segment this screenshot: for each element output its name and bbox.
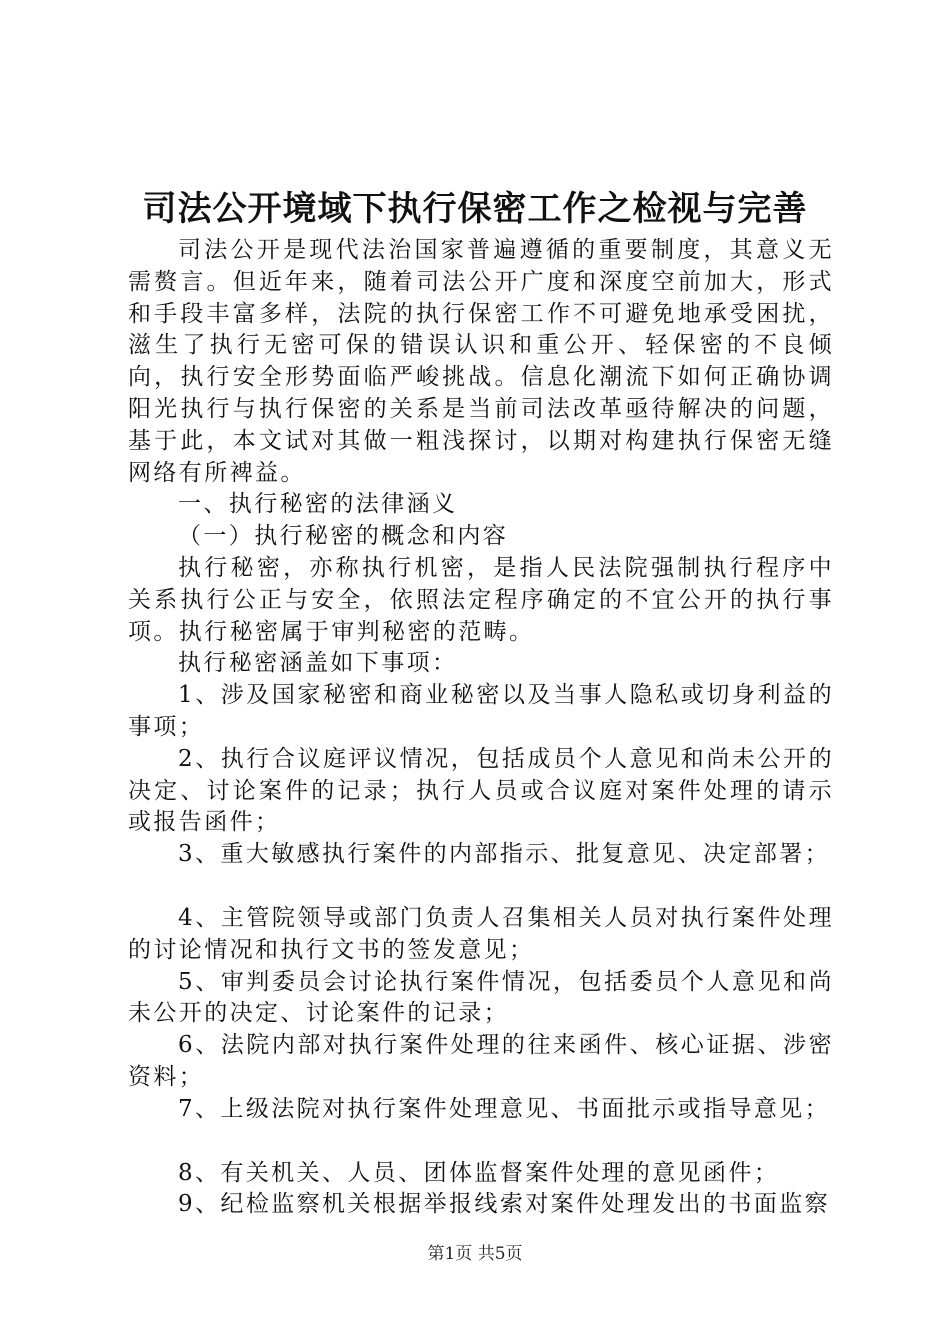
paragraph-intro: 司法公开是现代法治国家普遍遵循的重要制度，其意义无需赘言。但近年来，随着司法公开广度和深度空前加大，形式和手段丰富多样，法院的执行保密工作不可避免地承受困扰，滋生了执行无密可保的错误认识和重公开、轻保密的不良倾向，执行安全形势面临严峻挑战。信息化潮流下如何正确协调阳光执行与执行保密的关系是当前司法改革亟待解决的问题，基于此，本文试对其做一粗浅探讨，以期对构建执行保密无缝网络有所裨益。 — [128, 237, 834, 486]
list-item-7: 7、上级法院对执行案件处理意见、书面批示或指导意见； — [178, 1095, 831, 1122]
document-body — [128, 235, 834, 1221]
list-item-3: 3、重大敏感执行案件的内部指示、批复意见、决定部署； — [178, 841, 831, 868]
document-title: 司法公开境域下执行保密工作之检视与完善 — [142, 189, 808, 229]
page-number-footer: 第1页 共5页 — [427, 1244, 523, 1264]
list-item-6: 6、法院内部对执行案件处理的往来函件、核心证据、涉密资料； — [128, 1032, 834, 1090]
list-item-9: 9、纪检监察机关根据举报线索对案件处理发出的书面监察 — [178, 1191, 831, 1218]
list-item-4: 4、主管院领导或部门负责人召集相关人员对执行案件处理的讨论情况和执行文书的签发意见； — [128, 904, 834, 963]
list-item-2: 2、执行合议庭评议情况，包括成员个人意见和尚未公开的决定、讨论案件的记录；执行人员或合议庭对案件处理的请示或报告函件； — [128, 745, 834, 836]
list-item-8: 8、有关机关、人员、团体监督案件处理的意见函件； — [178, 1159, 780, 1186]
list-item-5: 5、审判委员会讨论执行案件情况，包括委员个人意见和尚未公开的决定、讨论案件的记录； — [128, 968, 834, 1027]
section-heading: 一、执行秘密的法律涵义 — [178, 491, 458, 518]
list-item-1: 1、涉及国家秘密和商业秘密以及当事人隐私或切身利益的事项； — [128, 682, 834, 740]
subsection-heading: （一）执行秘密的概念和内容 — [178, 523, 509, 550]
paragraph-list-intro: 执行秘密涵盖如下事项： — [178, 650, 458, 677]
paragraph-definition: 执行秘密，亦称执行机密，是指人民法院强制执行程序中关系执行公正与安全，依照法定程序确定的不宜公开的执行事项。执行秘密属于审判秘密的范畴。 — [128, 554, 834, 645]
